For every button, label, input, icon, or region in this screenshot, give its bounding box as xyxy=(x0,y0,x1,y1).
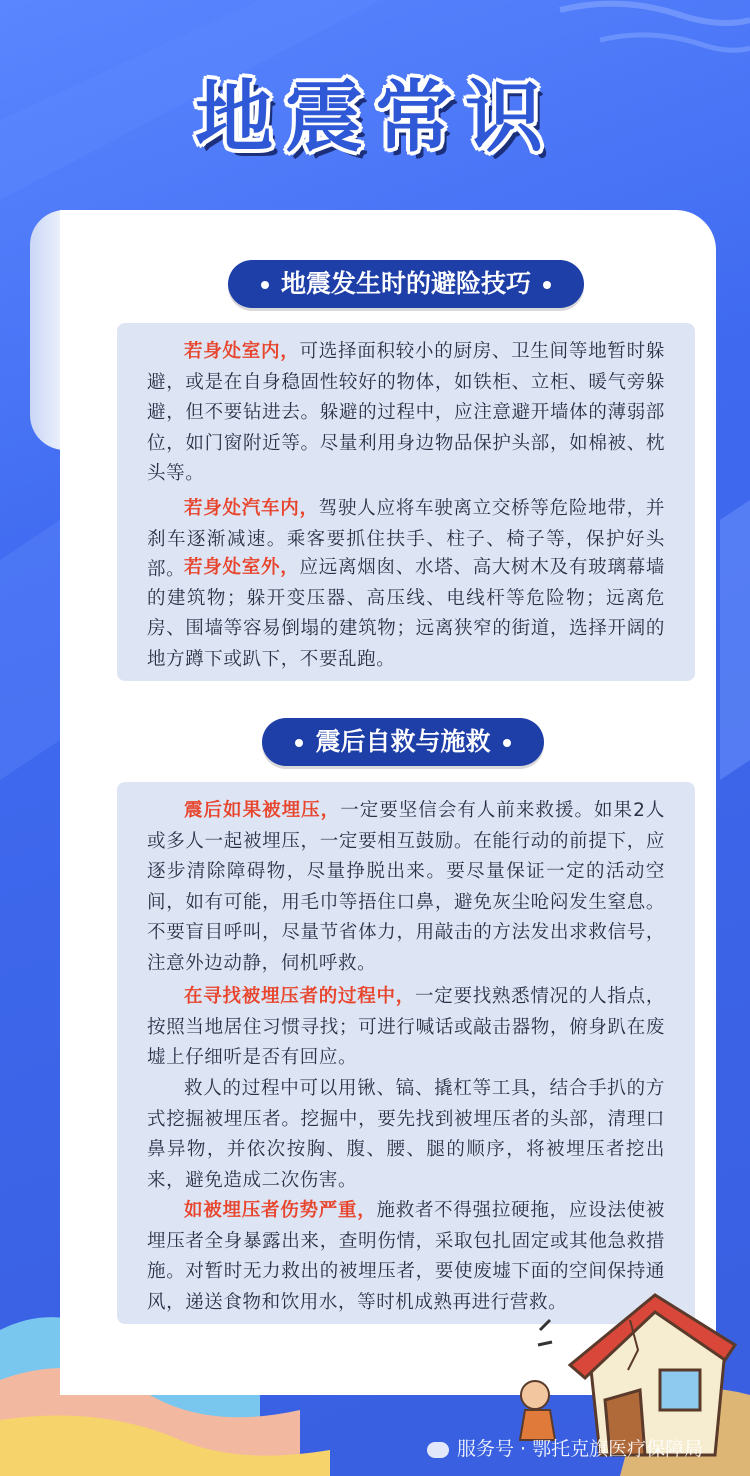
bullet-dot xyxy=(543,281,551,289)
section1-heading-text: 地震发生时的避险技巧 xyxy=(280,269,531,298)
bullet-dot xyxy=(503,739,511,747)
section1-item-2-text: 驾驶人应将车驶离立交桥等危险地带，并刹车逐渐减速。乘客要抓住扶手、柱子、椅子等，保护好头部。 xyxy=(147,498,665,580)
section1-item-1 xyxy=(117,337,695,490)
section1-item-2-lead: 若身处汽车内， xyxy=(184,498,319,519)
footer-source xyxy=(427,1434,703,1461)
section2-item-1-text: 一定要坚信会有人前来救援。如果2人或多人一起被埋压，一定要相互鼓励。在能行动的前提下，应逐步清除障碍物，尽量挣脱出来。要尽量保证一定的活动空间，如有可能，用毛巾等捂住口鼻，避免灰尘呛闷发生窒息。不要盲目呼叫，尽量节省体力，用敲击的方法发出求救信号，注意外边动静，伺机呼救。 xyxy=(147,800,665,974)
section2-item-3 xyxy=(117,1074,695,1196)
section2-heading-text: 震后自救与施救 xyxy=(315,727,491,756)
section2-item-1 xyxy=(117,796,695,979)
section2-item-2 xyxy=(117,982,695,1074)
wechat-icon xyxy=(427,1442,449,1458)
section2-item-3-text: 救人的过程中可以用锹、镐、撬杠等工具，结合手扒的方式挖掘被埋压者。挖掘中，要先找到被埋压者的头部，清理口鼻异物，并依次按胸、腹、腰、腿的顺序，将被埋压者挖出来，避免造成二次伤害。 xyxy=(147,1078,665,1191)
section1-item-1-lead: 若身处室内， xyxy=(184,341,300,362)
section1-item-1-text: 可选择面积较小的厨房、卫生间等地暂时躲避，或是在自身稳固性较好的物体，如铁柜、立柜、暖气旁躲避，但不要钻进去。躲避的过程中，应注意避开墙体的薄弱部位，如门窗附近等。尽量利用身边物品保护头部，如棉被、枕头等。 xyxy=(147,341,665,484)
page-title: 地震常识 xyxy=(194,73,555,163)
section2-panel xyxy=(117,782,695,1324)
title-container xyxy=(0,55,750,167)
section2-item-1-lead: 震后如果被埋压， xyxy=(184,800,341,821)
section1-panel xyxy=(117,323,695,681)
bullet-dot xyxy=(261,281,269,289)
section1-item-3-lead: 若身处室外， xyxy=(184,557,300,578)
section1-heading xyxy=(228,260,584,308)
section1-item-3-text: 应远离烟囱、水塔、高大树木及有玻璃幕墙的建筑物；躲开变压器、高压线、电线杆等危险物；远离危房、围墙等容易倒塌的建筑物；远离狭窄的街道，选择开阔的地方蹲下或趴下，不要乱跑。 xyxy=(147,557,665,670)
section2-item-2-text: 一定要找熟悉情况的人指点，按照当地居住习惯寻找；可进行喊话或敲击器物，俯身趴在废墟上仔细听是否有回应。 xyxy=(147,986,665,1068)
section2-item-4-text: 施救者不得强拉硬拖，应设法使被埋压者全身暴露出来，查明伤情，采取包扎固定或其他急救措施。对暂时无力救出的被埋压者，要使废墟下面的空间保持通风，递送食物和饮用水，等时机成熟再进行营救。 xyxy=(147,1200,665,1313)
footer-text: 服务号 · 鄂托克旗医疗保障局 xyxy=(457,1438,704,1460)
bullet-dot xyxy=(295,739,303,747)
section2-heading xyxy=(262,718,544,766)
content-scroll xyxy=(60,210,716,1395)
section1-item-3 xyxy=(117,553,695,675)
section2-item-2-lead: 在寻找被埋压者的过程中， xyxy=(184,986,415,1007)
section2-item-4-lead: 如被埋压者伤势严重， xyxy=(184,1200,377,1221)
